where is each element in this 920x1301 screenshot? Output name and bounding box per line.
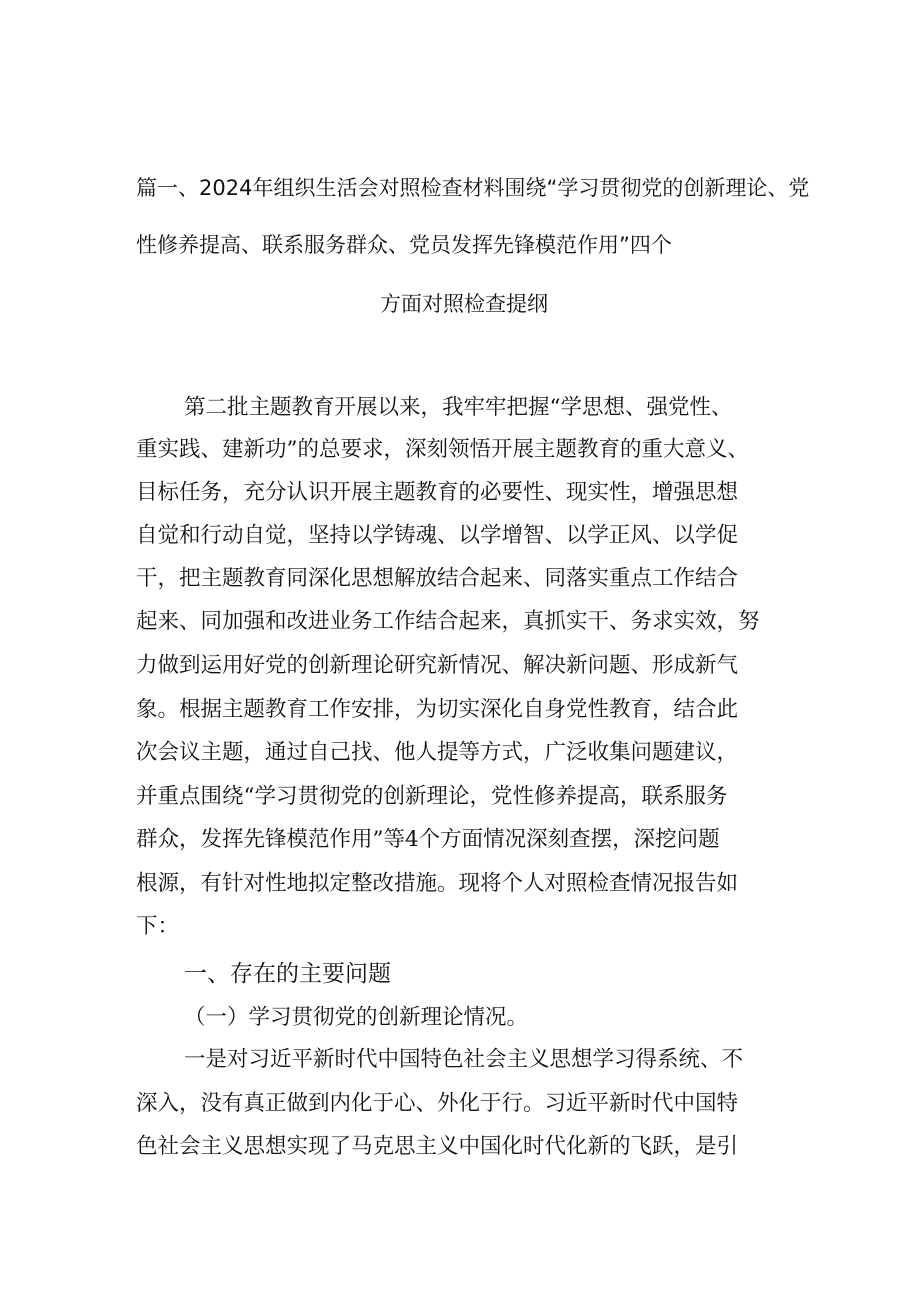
- point-paragraph-line: 深入，没有真正做到内化于心、外化于行。习近平新时代中国特: [136, 1091, 739, 1116]
- document-title-line-2: 性修养提高、联系服务群众、党员发挥先锋模范作用”四个: [136, 233, 672, 257]
- intro-paragraph-line: 力做到运用好党的创新理论研究新情况、解决新问题、形成新气: [136, 653, 739, 678]
- intro-paragraph-line: 下：: [136, 914, 180, 939]
- intro-paragraph-line: 重实践、建新功”的总要求，深刻领悟开展主题教育的重大意义、: [136, 437, 749, 462]
- intro-paragraph-line: 根源，有针对性地拟定整改措施。现将个人对照检查情况报告如: [136, 871, 739, 896]
- intro-paragraph-line: 第二批主题教育开展以来，我牢牢把握“学思想、强党性、: [184, 395, 733, 420]
- intro-paragraph-line: 干，把主题教育同深化思想解放结合起来、同落实重点工作结合: [136, 566, 739, 591]
- intro-paragraph-line: 目标任务，充分认识开展主题教育的必要性、现实性，增强思想: [136, 480, 739, 505]
- document-title-line-3: 方面对照检查提纲: [380, 292, 548, 316]
- intro-paragraph-line: 自觉和行动自觉，坚持以学铸魂、以学增智、以学正风、以学促: [136, 523, 739, 548]
- intro-paragraph-line: 次会议主题，通过自己找、他人提等方式，广泛收集问题建议，: [136, 740, 739, 765]
- point-paragraph-line: 一是对习近平新时代中国特色社会主义思想学习得系统、不: [184, 1047, 744, 1072]
- intro-paragraph-line: 群众，发挥先锋模范作用”等4个方面情况深刻查摆，深挖问题: [136, 827, 720, 852]
- point-paragraph-line: 色社会主义思想实现了马克思主义中国化时代化新的飞跃，是引: [136, 1134, 739, 1159]
- section-heading: 一、存在的主要问题: [184, 961, 391, 987]
- intro-paragraph-line: 象。根据主题教育工作安排，为切实深化自身党性教育，结合此: [136, 697, 739, 722]
- intro-paragraph-line: 并重点围绕“学习贯彻党的创新理论，党性修养提高，联系服务: [136, 784, 728, 809]
- subsection-heading: （一）学习贯彻党的创新理论情况。: [184, 1005, 529, 1030]
- intro-paragraph-line: 起来、同加强和改进业务工作结合起来，真抓实干、务求实效，努: [136, 609, 760, 634]
- document-title-line-1: 篇一、2024年组织生活会对照检查材料围绕“学习贯彻党的创新理论、党: [136, 176, 810, 200]
